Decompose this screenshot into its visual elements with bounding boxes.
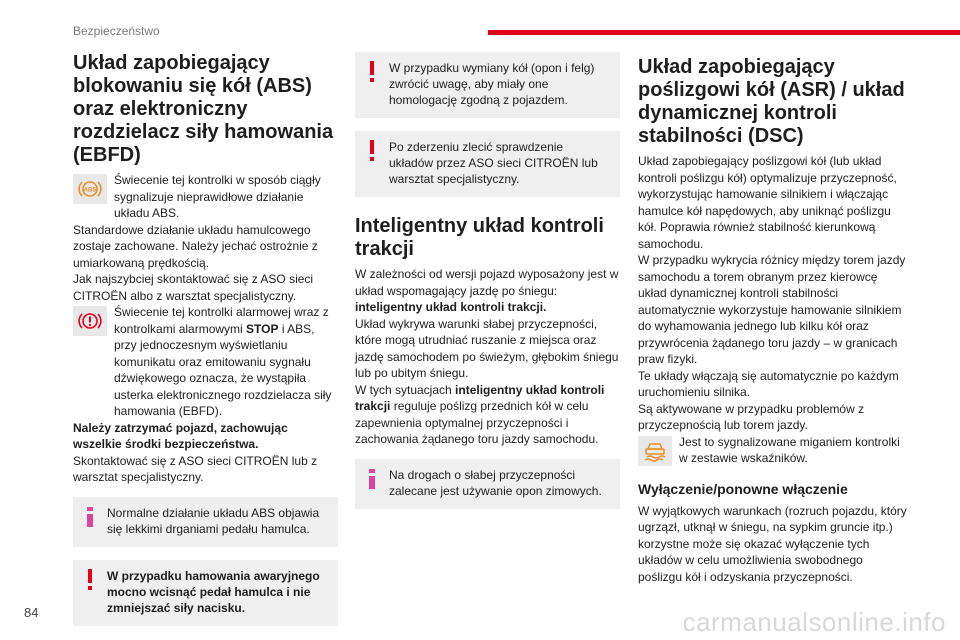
abs-info-note: Normalne działanie układu ABS objawia się lekkimi drganiami pedału hamulca. xyxy=(73,497,338,547)
column-abs xyxy=(73,52,338,639)
deactivation-paragraph: W wyjątkowych warunkach (rozruch pojazdu, który ugrzązł, utknął w śniegu, na sypkim gruncie itp.) korzystne może się okazać wyłączenie tych układów w celu umożliwienia swobodnego poślizgu kół i odzyskania przyczepności. xyxy=(638,503,907,584)
exclamation-icon xyxy=(365,140,379,162)
traction-title: Inteligentny układ kontroli trakcji xyxy=(355,215,604,260)
traction-paragraph-1: W zależności od wersji pojazd wyposażony jest w układ wspomagający jazdę po śniegu: inteligentny układ kontroli trakcji. xyxy=(355,267,619,314)
page-number: 84 xyxy=(24,605,39,620)
deactivation-subtitle: Wyłączenie/ponowne włączenie xyxy=(638,480,848,497)
asr-paragraph-4: Są aktywowane w przypadku problemów z przyczepnością lub torem jazdy. xyxy=(638,401,865,432)
stop-vehicle-instruction: Należy zatrzymać pojazd, zachowując wszelkie środki bezpieczeństwa. xyxy=(73,420,288,451)
asr-paragraph-1: Układ zapobiegający poślizgowi kół (lub układ kontroli poślizgu kół) optymalizuje przyczepność, wykorzystując hamowanie silnikiem i włączając hamulce kół napędowych, aby uniknąć poślizgu kół. Poprawia również stabilność kierunkową samochodu. xyxy=(638,154,897,251)
dsc-indicator-row xyxy=(638,434,908,468)
section-header: Bezpieczeństwo xyxy=(73,24,160,38)
asr-paragraph-2: W przypadku wykrycia różnicy między torem jazdy samochodu a torem obranym przez kierowcę układ dynamicznej kontroli stabilności automatycznie wykorzystuje hamowanie silnikiem do wyhamowania jednego lub kilku kół oraz przywrócenia żądanego toru jazdy – w granicach praw fizyki. xyxy=(638,253,906,366)
info-icon xyxy=(83,506,97,528)
collision-warning-note: Po zderzeniu zlecić sprawdzenie układów przez ASO sieci CITROËN lub warsztat specjalistyczny. xyxy=(355,131,620,197)
watermark: carmanualsonline.info xyxy=(682,607,946,637)
emergency-braking-warning-note: W przypadku hamowania awaryjnego mocno wcisnąć pedał hamulca i nie zmniejszać siły nacisku. xyxy=(73,560,338,626)
abs-warning-light-icon xyxy=(73,174,107,204)
asr-dsc-title: Układ zapobiegający poślizgowi kół (ASR) / układ dynamicznej kontroli stabilności (DSC) xyxy=(638,56,905,147)
traction-paragraph-2: Układ wykrywa warunki słabej przyczepności, które mogą utrudniać ruszanie z miejsca oraz jazdę samochodem po świeżym, głębokim śniegu lub po ubitym śniegu. xyxy=(355,316,619,380)
column-traction xyxy=(355,52,620,522)
dsc-indicator-text: Jest to sygnalizowane miganiem kontrolki w zestawie wskaźników. xyxy=(679,434,900,465)
header-accent-bar xyxy=(488,30,960,35)
info-icon xyxy=(365,468,379,490)
column-asr-dsc xyxy=(638,52,908,585)
skidding-car-icon xyxy=(638,436,672,466)
traction-paragraph-3: W tych sytuacjach inteligentny układ kontroli trakcji reguluje poślizg przednich kół w celu zapewnienia optymalnej przyczepności i zachowania żądanego toru jazdy samochodu. xyxy=(355,382,605,446)
wheel-change-warning-note: W przypadku wymiany kół (opon i felg) zwrócić uwagę, aby miały one homologację zgodną z pojazdem. xyxy=(355,52,620,118)
exclamation-icon xyxy=(365,61,379,83)
brake-warning-light-icon xyxy=(73,306,107,336)
brake-warning-row xyxy=(73,304,338,420)
abs-title: Układ zapobiegający blokowaniu się kół (ABS) oraz elektroniczny rozdzielacz siły hamowania (EBFD) xyxy=(73,52,334,166)
abs-warning-row xyxy=(73,172,338,222)
asr-paragraph-3: Te układy włączają się automatycznie po każdym uruchomieniu silnika. xyxy=(638,368,899,399)
abs-warning-text: Świecenie tej kontrolki w sposób ciągły sygnalizuje nieprawidłowe działanie układu ABS. xyxy=(114,173,321,220)
brake-warning-text: Świecenie tej kontrolki alarmowej wraz z kontrolkami alarmowymi STOP i ABS, przy jednoczesnym wyświetlaniu komunikatu oraz emitowaniu sygnału dźwiękowego oznacza, że wystąpiła usterka elektronicznego rozdzielacza siły hamowania (EBFD). xyxy=(114,305,332,418)
exclamation-icon xyxy=(83,569,97,591)
abs-paragraph-3: Jak najszybciej skontaktować się z ASO sieci CITROËN albo z warsztat specjalistyczny. xyxy=(73,272,314,303)
abs-paragraph-6: Skontaktować się z ASO sieci CITROËN lub z warsztat specjalistyczny. xyxy=(73,453,318,484)
abs-paragraph-2: Standardowe działanie układu hamulcowego zostaje zachowane. Należy jechać ostrożnie z umiarkowaną prędkością. xyxy=(73,222,318,270)
winter-tyres-info-note: Na drogach o słabej przyczepności zalecane jest używanie opon zimowych. xyxy=(355,459,620,509)
svg-text:ABS: ABS xyxy=(83,187,97,194)
